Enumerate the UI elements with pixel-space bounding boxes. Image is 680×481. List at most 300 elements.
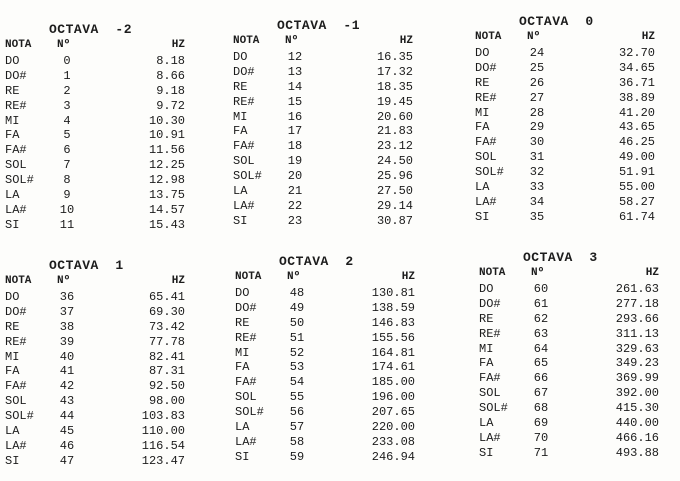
note-frequency: 138.59 <box>371 300 415 315</box>
octave-title: OCTAVA 1 <box>49 258 124 273</box>
note-name: FA# <box>235 375 257 390</box>
note-frequency: 46.25 <box>618 135 655 150</box>
note-frequency: 16.35 <box>376 50 413 64</box>
note-number: 31 <box>529 150 545 165</box>
note-frequency: 36.71 <box>618 75 655 90</box>
note-number: 4 <box>63 113 71 128</box>
note-frequency: 51.91 <box>618 165 655 180</box>
header-number: Nº <box>57 275 71 287</box>
note-frequency: 20.60 <box>376 109 413 124</box>
table-row <box>5 394 217 409</box>
table-row <box>233 139 445 154</box>
table-row <box>235 420 447 435</box>
table-row <box>5 379 217 394</box>
note-name: SOL <box>5 394 27 409</box>
note-number: 54 <box>289 375 305 390</box>
table-row <box>5 128 217 143</box>
note-frequency: 130.81 <box>371 286 415 300</box>
note-name: MI <box>475 105 490 120</box>
table-row <box>475 61 680 76</box>
note-name: SOL <box>235 390 257 405</box>
note-frequency: 311.13 <box>615 326 659 341</box>
note-number: 13 <box>287 64 303 79</box>
note-frequency: 69.30 <box>148 304 185 319</box>
table-row <box>479 282 680 297</box>
note-frequency: 92.50 <box>148 379 185 394</box>
note-name: FA# <box>5 143 27 158</box>
note-number: 44 <box>59 409 75 424</box>
table-row <box>475 76 680 91</box>
note-frequency: 220.00 <box>371 420 415 435</box>
note-frequency: 32.70 <box>618 46 655 60</box>
note-name: SI <box>5 217 20 232</box>
note-number: 15 <box>287 94 303 109</box>
note-number: 65 <box>533 356 549 371</box>
note-number: 59 <box>289 449 305 464</box>
note-frequency: 15.43 <box>148 217 185 232</box>
note-name: SOL# <box>479 401 508 416</box>
table-row <box>233 65 445 80</box>
column-headers <box>233 35 445 49</box>
header-hz: HZ <box>401 271 415 283</box>
header-number: Nº <box>527 31 541 43</box>
note-name: FA <box>475 120 490 135</box>
note-number: 32 <box>529 165 545 180</box>
note-number: 11 <box>59 217 75 232</box>
table-row <box>475 106 680 121</box>
note-number: 8 <box>63 173 71 188</box>
note-name: SI <box>235 449 250 464</box>
table-row <box>235 435 447 450</box>
note-number: 28 <box>529 105 545 120</box>
table-row <box>475 210 680 225</box>
note-number: 39 <box>59 334 75 349</box>
note-number: 26 <box>529 75 545 90</box>
note-rows <box>5 54 217 233</box>
table-row <box>475 180 680 195</box>
note-frequency: 329.63 <box>615 341 659 356</box>
note-name: RE# <box>233 94 255 109</box>
note-number: 55 <box>289 390 305 405</box>
note-frequency: 277.18 <box>615 296 659 311</box>
note-frequency: 103.83 <box>141 409 185 424</box>
note-number: 58 <box>289 434 305 449</box>
note-name: DO <box>479 282 494 296</box>
note-rows <box>235 286 447 465</box>
table-row <box>5 143 217 158</box>
note-frequency: 61.74 <box>618 209 655 224</box>
octave-title: OCTAVA 3 <box>523 250 598 265</box>
note-frequency: 65.41 <box>148 290 185 304</box>
note-frequency: 415.30 <box>615 401 659 416</box>
note-name: SOL# <box>5 409 34 424</box>
note-frequency: 196.00 <box>371 390 415 405</box>
note-name: SOL <box>475 150 497 165</box>
table-row <box>233 214 445 229</box>
note-number: 19 <box>287 154 303 169</box>
table-row <box>233 154 445 169</box>
note-frequency: 41.20 <box>618 105 655 120</box>
table-row <box>235 331 447 346</box>
note-name: DO <box>5 54 20 68</box>
table-row <box>475 135 680 150</box>
note-frequency: 233.08 <box>371 434 415 449</box>
column-headers <box>5 275 217 289</box>
note-name: LA <box>5 188 20 203</box>
note-frequency: 466.16 <box>615 430 659 445</box>
note-frequency: 19.45 <box>376 94 413 109</box>
column-headers <box>5 39 217 53</box>
table-row <box>5 158 217 173</box>
note-number: 71 <box>533 445 549 460</box>
table-row <box>479 431 680 446</box>
table-row <box>235 450 447 465</box>
header-hz: HZ <box>171 39 185 51</box>
note-name: RE# <box>5 98 27 113</box>
note-frequency: 58.27 <box>618 194 655 209</box>
note-frequency: 29.14 <box>376 198 413 213</box>
note-number: 37 <box>59 304 75 319</box>
note-name: FA <box>5 128 20 143</box>
table-row <box>5 320 217 335</box>
note-number: 27 <box>529 90 545 105</box>
note-rows <box>475 46 680 225</box>
header-number: Nº <box>531 267 545 279</box>
table-row <box>479 446 680 461</box>
table-row <box>5 424 217 439</box>
note-number: 12 <box>287 50 303 64</box>
note-name: RE <box>5 83 20 98</box>
note-frequency: 87.31 <box>148 364 185 379</box>
note-number: 52 <box>289 345 305 360</box>
note-name: LA# <box>5 438 27 453</box>
note-number: 66 <box>533 371 549 386</box>
octave-title: OCTAVA 0 <box>519 14 594 29</box>
note-number: 64 <box>533 341 549 356</box>
note-number: 34 <box>529 194 545 209</box>
note-frequency: 49.00 <box>618 150 655 165</box>
note-frequency: 17.32 <box>376 64 413 79</box>
note-number: 33 <box>529 180 545 195</box>
note-name: MI <box>5 349 20 364</box>
note-name: DO# <box>479 296 501 311</box>
note-name: LA <box>233 184 248 199</box>
note-name: LA# <box>235 434 257 449</box>
table-row <box>479 342 680 357</box>
note-number: 17 <box>287 124 303 139</box>
note-number: 46 <box>59 438 75 453</box>
table-row <box>5 305 217 320</box>
note-number: 50 <box>289 315 305 330</box>
note-number: 22 <box>287 198 303 213</box>
note-frequency: 9.72 <box>156 98 185 113</box>
note-name: RE <box>235 315 250 330</box>
note-frequency: 21.83 <box>376 124 413 139</box>
note-name: LA# <box>475 194 497 209</box>
note-number: 56 <box>289 405 305 420</box>
note-number: 60 <box>533 282 549 296</box>
note-number: 67 <box>533 386 549 401</box>
table-row <box>479 386 680 401</box>
table-row <box>475 195 680 210</box>
table-row <box>479 327 680 342</box>
note-name: FA <box>479 356 494 371</box>
note-name: FA# <box>475 135 497 150</box>
header-nota: NOTA <box>5 275 32 287</box>
note-name: LA <box>479 416 494 431</box>
note-frequency: 440.00 <box>615 416 659 431</box>
table-row <box>5 409 217 424</box>
table-row <box>5 54 217 69</box>
note-frequency: 174.61 <box>371 360 415 375</box>
note-number: 9 <box>63 188 71 203</box>
table-row <box>475 165 680 180</box>
table-row <box>5 114 217 129</box>
note-name: RE# <box>479 326 501 341</box>
note-frequency: 493.88 <box>615 445 659 460</box>
table-row <box>233 184 445 199</box>
table-row <box>235 360 447 375</box>
table-row <box>233 110 445 125</box>
note-name: FA# <box>233 139 255 154</box>
table-row <box>233 80 445 95</box>
table-row <box>5 454 217 469</box>
header-hz: HZ <box>641 31 655 43</box>
note-number: 70 <box>533 430 549 445</box>
table-row <box>475 46 680 61</box>
header-nota: NOTA <box>5 39 32 51</box>
note-rows <box>479 282 680 461</box>
header-nota: NOTA <box>479 267 506 279</box>
note-frequency: 23.12 <box>376 139 413 154</box>
note-number: 3 <box>63 98 71 113</box>
note-name: SOL# <box>233 169 262 184</box>
note-name: DO <box>233 50 248 64</box>
note-frequency: 24.50 <box>376 154 413 169</box>
note-number: 6 <box>63 143 71 158</box>
note-number: 38 <box>59 319 75 334</box>
table-row <box>233 95 445 110</box>
note-name: DO# <box>475 60 497 75</box>
note-number: 68 <box>533 401 549 416</box>
header-hz: HZ <box>399 35 413 47</box>
note-frequency: 55.00 <box>618 180 655 195</box>
note-name: LA# <box>479 430 501 445</box>
note-number: 69 <box>533 416 549 431</box>
note-number: 35 <box>529 209 545 224</box>
note-name: FA <box>5 364 20 379</box>
table-row <box>235 390 447 405</box>
note-number: 10 <box>59 202 75 217</box>
note-frequency: 18.35 <box>376 79 413 94</box>
note-frequency: 207.65 <box>371 405 415 420</box>
note-frequency: 9.18 <box>156 83 185 98</box>
note-name: RE <box>479 311 494 326</box>
note-frequency: 116.54 <box>141 438 185 453</box>
note-number: 2 <box>63 83 71 98</box>
note-frequency: 10.91 <box>148 128 185 143</box>
note-name: FA# <box>5 379 27 394</box>
table-row <box>5 335 217 350</box>
note-name: DO <box>475 46 490 60</box>
note-frequency: 123.47 <box>141 453 185 468</box>
note-frequency: 38.89 <box>618 90 655 105</box>
table-row <box>235 375 447 390</box>
table-row <box>479 401 680 416</box>
note-frequency: 30.87 <box>376 213 413 228</box>
column-headers <box>475 31 680 45</box>
note-frequency: 8.66 <box>156 68 185 83</box>
note-frequency: 164.81 <box>371 345 415 360</box>
note-number: 47 <box>59 453 75 468</box>
note-number: 41 <box>59 364 75 379</box>
column-headers <box>479 267 680 281</box>
header-nota: NOTA <box>475 31 502 43</box>
header-number: Nº <box>57 39 71 51</box>
note-number: 57 <box>289 420 305 435</box>
table-row <box>233 124 445 139</box>
note-frequency: 261.63 <box>615 282 659 296</box>
column-headers <box>235 271 447 285</box>
note-frequency: 392.00 <box>615 386 659 401</box>
note-number: 20 <box>287 169 303 184</box>
table-row <box>5 84 217 99</box>
note-name: SOL# <box>235 405 264 420</box>
note-name: RE <box>233 79 248 94</box>
note-number: 30 <box>529 135 545 150</box>
note-number: 53 <box>289 360 305 375</box>
note-name: SOL <box>233 154 255 169</box>
note-name: FA <box>233 124 248 139</box>
note-number: 18 <box>287 139 303 154</box>
note-name: LA <box>475 180 490 195</box>
note-frequency: 11.56 <box>148 143 185 158</box>
note-number: 7 <box>63 158 71 173</box>
table-row <box>5 439 217 454</box>
table-row <box>5 188 217 203</box>
note-frequency: 146.83 <box>371 315 415 330</box>
octave-title: OCTAVA 2 <box>279 254 354 269</box>
note-name: RE# <box>235 330 257 345</box>
note-number: 0 <box>63 54 71 68</box>
note-name: MI <box>479 341 494 356</box>
note-name: DO# <box>233 64 255 79</box>
note-name: FA <box>235 360 250 375</box>
note-number: 63 <box>533 326 549 341</box>
note-frequency: 12.25 <box>148 158 185 173</box>
note-name: LA# <box>233 198 255 213</box>
note-frequency: 82.41 <box>148 349 185 364</box>
table-row <box>5 218 217 233</box>
note-name: LA# <box>5 202 27 217</box>
table-row <box>5 99 217 114</box>
table-row <box>479 416 680 431</box>
note-frequency: 155.56 <box>371 330 415 345</box>
note-number: 5 <box>63 128 71 143</box>
note-number: 16 <box>287 109 303 124</box>
table-row <box>479 371 680 386</box>
note-number: 49 <box>289 300 305 315</box>
note-number: 21 <box>287 184 303 199</box>
note-number: 1 <box>63 68 71 83</box>
note-number: 14 <box>287 79 303 94</box>
table-row <box>5 350 217 365</box>
note-name: SOL# <box>5 173 34 188</box>
note-name: RE <box>475 75 490 90</box>
table-row <box>235 346 447 361</box>
table-row <box>5 173 217 188</box>
note-name: DO# <box>5 304 27 319</box>
note-number: 62 <box>533 311 549 326</box>
table-row <box>5 203 217 218</box>
note-number: 61 <box>533 296 549 311</box>
table-row <box>235 405 447 420</box>
note-name: SI <box>475 209 490 224</box>
note-name: RE# <box>475 90 497 105</box>
header-number: Nº <box>285 35 299 47</box>
note-number: 45 <box>59 424 75 439</box>
note-frequency: 14.57 <box>148 202 185 217</box>
octave-title: OCTAVA -1 <box>277 18 361 33</box>
table-row <box>479 356 680 371</box>
note-frequency: 77.78 <box>148 334 185 349</box>
table-row <box>233 199 445 214</box>
header-hz: HZ <box>171 275 185 287</box>
note-name: MI <box>233 109 248 124</box>
note-number: 36 <box>59 290 75 304</box>
table-row <box>5 364 217 379</box>
note-name: SOL# <box>475 165 504 180</box>
note-frequency: 293.66 <box>615 311 659 326</box>
table-row <box>475 150 680 165</box>
note-number: 40 <box>59 349 75 364</box>
note-number: 29 <box>529 120 545 135</box>
note-frequency: 8.18 <box>156 54 185 68</box>
table-row <box>235 286 447 301</box>
note-frequency: 73.42 <box>148 319 185 334</box>
header-number: Nº <box>287 271 301 283</box>
note-frequency: 185.00 <box>371 375 415 390</box>
note-frequency: 10.30 <box>148 113 185 128</box>
note-name: MI <box>235 345 250 360</box>
table-row <box>479 297 680 312</box>
note-rows <box>233 50 445 229</box>
table-row <box>5 69 217 84</box>
note-name: SI <box>233 213 248 228</box>
note-frequency: 27.50 <box>376 184 413 199</box>
note-name: DO# <box>5 68 27 83</box>
note-name: DO <box>235 286 250 300</box>
octave-title: OCTAVA -2 <box>49 22 133 37</box>
note-number: 23 <box>287 213 303 228</box>
note-rows <box>5 290 217 469</box>
note-name: LA <box>235 420 250 435</box>
note-name: SI <box>479 445 494 460</box>
table-row <box>475 120 680 135</box>
note-number: 43 <box>59 394 75 409</box>
note-name: FA# <box>479 371 501 386</box>
header-hz: HZ <box>645 267 659 279</box>
note-name: RE# <box>5 334 27 349</box>
note-name: DO <box>5 290 20 304</box>
note-name: SOL <box>5 158 27 173</box>
note-number: 48 <box>289 286 305 300</box>
note-frequency: 12.98 <box>148 173 185 188</box>
header-nota: NOTA <box>235 271 262 283</box>
header-nota: NOTA <box>233 35 260 47</box>
note-number: 25 <box>529 60 545 75</box>
note-number: 51 <box>289 330 305 345</box>
